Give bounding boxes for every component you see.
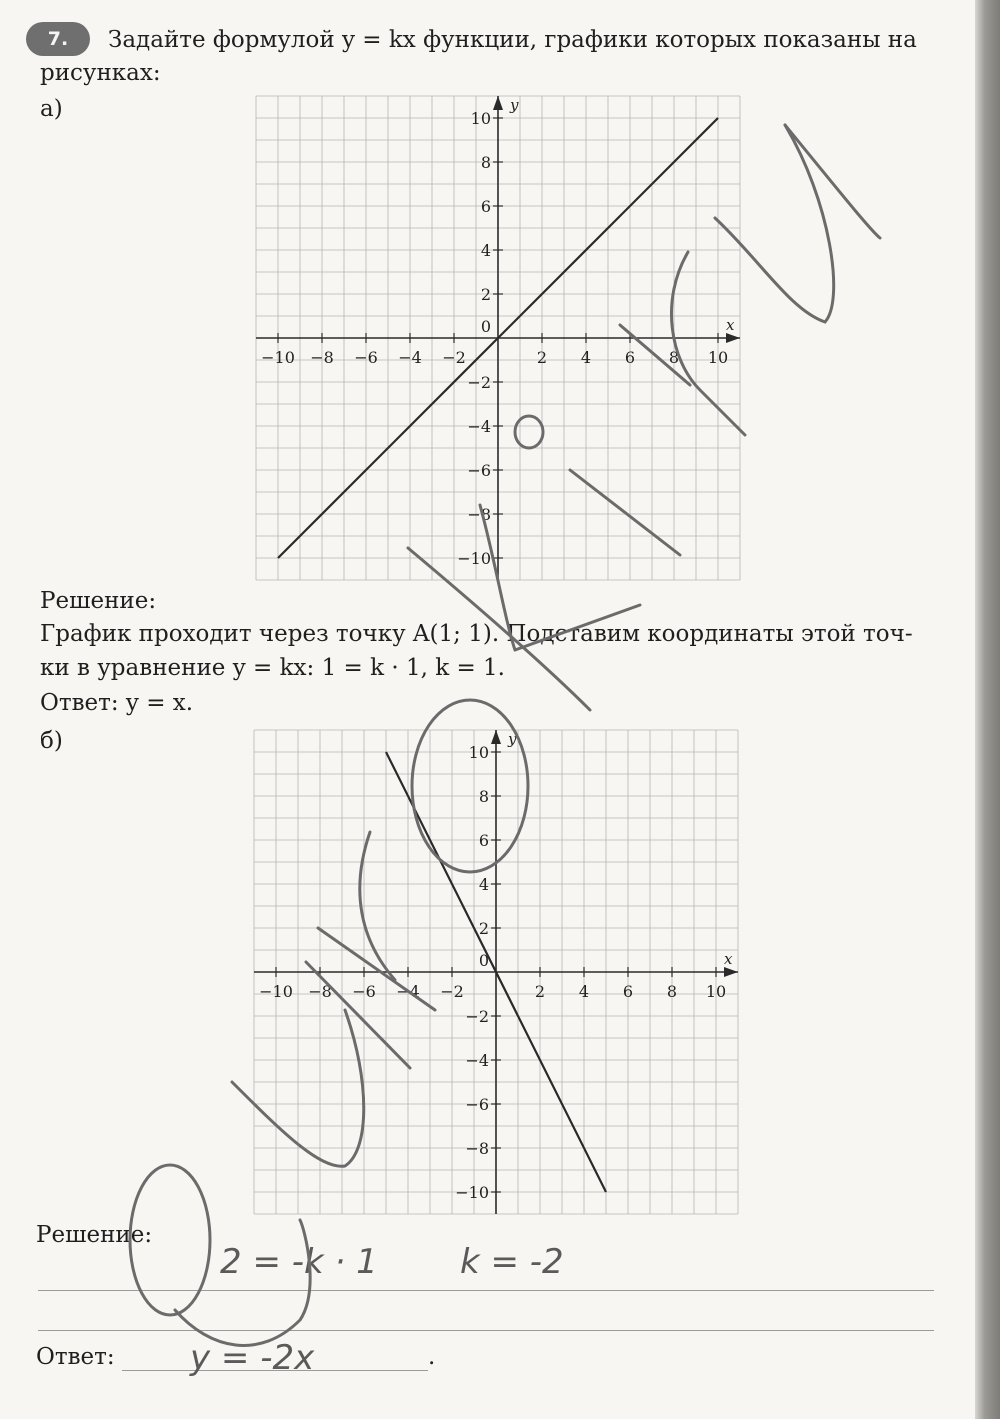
page-edge <box>975 0 1000 1419</box>
y-axis-arrow <box>493 96 503 110</box>
part-a-solution-line1: График проходит через точку A(1; 1). Подставим координаты этой точ- <box>40 621 913 647</box>
x-tick-label: −6 <box>352 982 376 1001</box>
graph-b <box>254 730 738 1214</box>
x-tick-label: −6 <box>354 348 378 367</box>
y-tick-label: 6 <box>478 831 489 850</box>
x-tick-label: 4 <box>578 982 590 1001</box>
x-axis-arrow <box>726 333 740 343</box>
x-tick-label: 4 <box>580 348 592 367</box>
part-a-label: а) <box>40 96 63 122</box>
handwritten-equation-2: k = -2 <box>460 1242 564 1282</box>
y-tick-label: −10 <box>457 549 491 568</box>
x-tick-label: −10 <box>261 348 295 367</box>
x-axis-arrow <box>724 967 738 977</box>
x-tick-label: 8 <box>666 982 678 1001</box>
part-a-solution-heading: Решение: <box>40 588 157 614</box>
y-axis-label: y <box>510 96 519 114</box>
y-tick-label: −8 <box>465 1139 489 1158</box>
y-tick-label: 10 <box>470 109 491 128</box>
y-tick-label: −6 <box>465 1095 489 1114</box>
x-tick-label: −8 <box>310 348 334 367</box>
y-tick-label: 4 <box>480 241 491 260</box>
solution-rule-1 <box>38 1290 934 1291</box>
task-title: Задайте формулой y = kx функции, графики которых показаны на рисунках: <box>40 27 917 86</box>
x-tick-label: 10 <box>705 982 727 1001</box>
y-tick-label: −6 <box>467 461 491 480</box>
x-axis-label: x <box>724 950 733 968</box>
y-tick-label: −4 <box>467 417 491 436</box>
x-tick-label: −4 <box>398 348 422 367</box>
solution-rule-2 <box>38 1330 934 1331</box>
origin-label: 0 <box>478 951 489 970</box>
y-tick-label: 4 <box>478 875 489 894</box>
x-tick-label: 2 <box>534 982 546 1001</box>
x-tick-label: −2 <box>442 348 466 367</box>
x-tick-label: 2 <box>536 348 548 367</box>
y-tick-label: 10 <box>468 743 489 762</box>
x-tick-label: 10 <box>707 348 729 367</box>
y-tick-label: 6 <box>480 197 491 216</box>
y-tick-label: −8 <box>467 505 491 524</box>
part-a-solution-line2: ки в уравнение y = kx: 1 = k · 1, k = 1. <box>40 655 505 681</box>
y-tick-label: −2 <box>467 373 491 392</box>
x-tick-label: −8 <box>308 982 332 1001</box>
task-number-badge: 7. <box>26 22 90 56</box>
x-tick-label: −10 <box>259 982 293 1001</box>
x-tick-label: −2 <box>440 982 464 1001</box>
part-b-label: б) <box>40 728 63 754</box>
origin-label: 0 <box>480 317 491 336</box>
y-tick-label: 2 <box>480 285 491 304</box>
x-axis-label: x <box>726 316 735 334</box>
handwritten-answer: y = -2x <box>190 1338 315 1378</box>
part-b-solution-heading: Решение: <box>36 1222 153 1248</box>
y-axis-label: y <box>508 730 517 748</box>
x-tick-label: 8 <box>668 348 680 367</box>
answer-end: . <box>428 1344 436 1370</box>
y-tick-label: 2 <box>478 919 489 938</box>
graph-a <box>256 96 740 580</box>
y-tick-label: −4 <box>465 1051 489 1070</box>
x-tick-label: 6 <box>624 348 636 367</box>
x-tick-label: −4 <box>396 982 420 1001</box>
y-tick-label: −10 <box>455 1183 489 1202</box>
scribble-stroke <box>785 125 880 238</box>
y-tick-label: −2 <box>465 1007 489 1026</box>
y-tick-label: 8 <box>480 153 491 172</box>
part-b-answer-label: Ответ: <box>36 1344 115 1370</box>
part-a-answer: Ответ: y = x. <box>40 690 194 716</box>
handwritten-equation-1: 2 = -k · 1 <box>220 1242 378 1282</box>
y-axis-arrow <box>491 730 501 744</box>
y-tick-label: 8 <box>478 787 489 806</box>
x-tick-label: 6 <box>622 982 634 1001</box>
